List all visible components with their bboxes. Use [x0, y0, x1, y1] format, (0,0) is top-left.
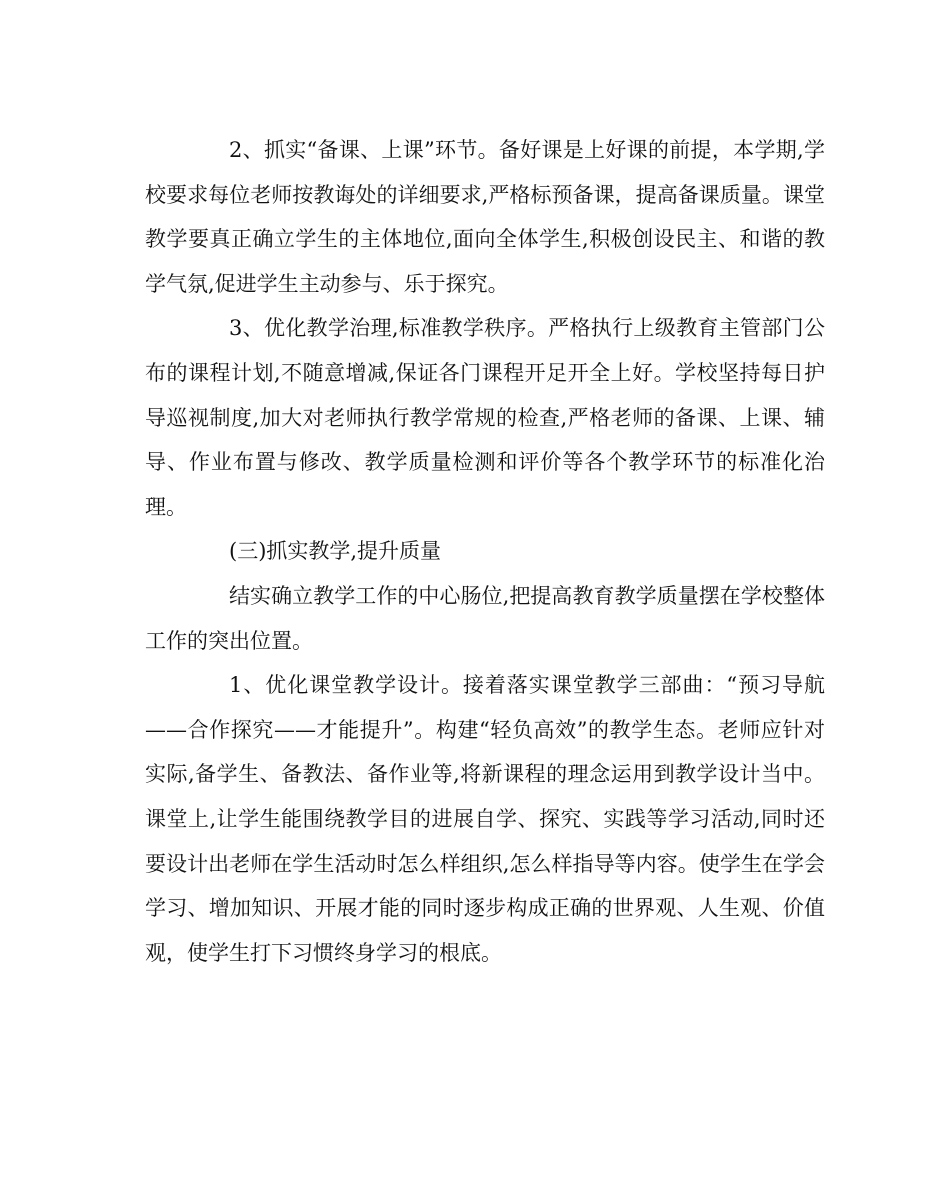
text-line: 设民主、和谐的教学气氛,促进学生主动参与、乐于探究。: [145, 227, 825, 296]
text-line: 环节的标准化治理。: [145, 450, 826, 519]
text-line: 3、优化教学治理,标准教学秩序。严格执行上级教育主管部: [229, 316, 783, 341]
text-line: 教学设计当中。课堂上,让学生能围绕教学目的进展自学、探究、实: [145, 762, 825, 831]
paragraph-teaching-preparation: [145, 128, 825, 306]
text-line: 践等学习活动,同时还要设计出老师在学生活动时怎么样组织,怎么样: [145, 806, 825, 876]
text-line: 成正确的世界观、人生观、价值观，使学生打下习惯终身学习的根底。: [145, 896, 826, 965]
text-line: 结实确立教学工作的中心肠位,把提高教育教学质量摆在学: [229, 583, 762, 608]
text-line: 课质量。课堂教学要真正确立学生的主体地位,面向全体学生,积极创: [145, 182, 825, 252]
paragraph-classroom-design: [145, 663, 825, 975]
text-line: 老师应针对实际,备学生、备教法、备作业等,将新课程的理念运用到: [145, 717, 825, 787]
text-line: 2、抓实“备课、上课”环节。备好课是上好课的前提，本: [229, 138, 755, 162]
text-line: 导航——合作探究——才能提升”。构建“轻负高效”的教学生态。: [145, 673, 825, 742]
text-line: 门公布的课程计划,不随意增减,保证各门课程开足开全上好。学校坚: [145, 316, 825, 385]
paragraph-teaching-centrality: [145, 574, 825, 663]
text-line: (三)抓实教学,提升质量: [229, 539, 442, 564]
text-line: 指导等内容。使学生在学会学习、增加知识、开展才能的同时逐步构: [145, 851, 825, 921]
text-line: 持每日护导巡视制度,加大对老师执行教学常规的检查,严格老师的备: [145, 360, 825, 430]
paragraph-teaching-management: [145, 306, 825, 529]
text-line: 学期,学校要求每位老师按教诲处的详细要求,严格标预备课，提高备: [145, 138, 825, 207]
document-body: [145, 128, 825, 975]
text-line: 1、优化课堂教学设计。接着落实课堂教学三部曲：“预习: [229, 673, 783, 698]
text-line: 校整体工作的突出位置。: [145, 583, 825, 653]
section-heading: [145, 529, 825, 574]
text-line: 课、上课、辅导、作业布置与修改、教学质量检测和评价等各个教学: [145, 405, 825, 475]
